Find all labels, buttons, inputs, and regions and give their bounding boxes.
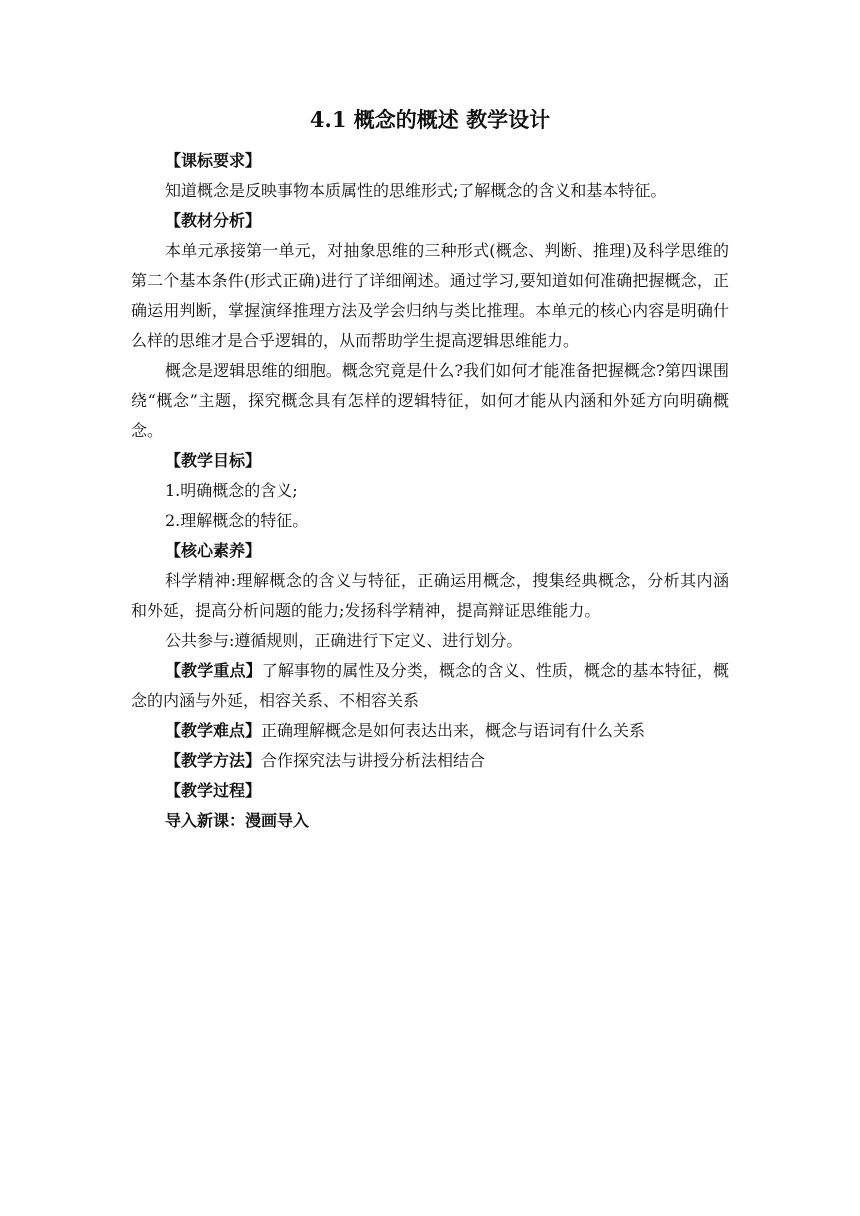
paragraph-teaching-difficulty [131,716,729,746]
document-body [131,146,729,836]
text-teaching-difficulty: 正确理解概念是如何表达出来，概念与语词有什么关系 [261,721,646,740]
heading-teaching-process: 【教学过程】 [165,781,262,800]
text-teaching-focus: 了解事物的属性及分类，概念的含义、性质，概念的基本特征，概念的内涵与外延，相容关系、不相容关系 [131,661,729,710]
heading-core-literacy: 【核心素养】 [165,541,262,560]
paragraph-core-literacy-2: 公共参与:遵循规则，正确进行下定义、进行划分。 [165,631,523,650]
heading-curriculum-requirements: 【课标要求】 [165,151,262,170]
paragraph-core-literacy-1: 科学精神:理解概念的含义与特征，正确运用概念，搜集经典概念，分析其内涵和外延，提高分析问题的能力;发扬科学精神，提高辩证思维能力。 [131,571,729,620]
document-title: 4.1 概念的概述 教学设计 [309,107,551,132]
paragraph-textbook-analysis-1: 本单元承接第一单元，对抽象思维的三种形式(概念、判断、推理)及科学思维的第二个基本条件(形式正确)进行了详细阐述。通过学习,要知道如何准确把握概念，正确运用判断，掌握演绎推理方法及学会归纳与类比推理。本单元的核心内容是明确什么样的思维才是合乎逻辑的，从而帮助学生提高逻辑思维能力。 [131,241,729,350]
objective-item-2: 2.理解概念的特征。 [165,511,309,530]
heading-textbook-analysis: 【教材分析】 [165,211,262,230]
label-teaching-difficulty: 【教学难点】 [165,721,262,740]
label-teaching-focus: 【教学重点】 [165,661,262,680]
heading-teaching-objectives: 【教学目标】 [165,451,262,470]
label-teaching-method: 【教学方法】 [165,751,262,770]
paragraph-textbook-analysis-2: 概念是逻辑思维的细胞。概念究竟是什么?我们如何才能准备把握概念?第四课围绕“概念”主题，探究概念具有怎样的逻辑特征，如何才能从内涵和外延方向明确概念。 [131,361,729,440]
objective-item-1: 1.明确概念的含义; [165,481,298,500]
paragraph-teaching-focus [131,656,729,716]
text-teaching-method: 合作探究法与讲授分析法相结合 [261,751,486,770]
paragraph-teaching-method [131,746,729,776]
paragraph-curriculum-requirements: 知道概念是反映事物本质属性的思维形式;了解概念的含义和基本特征。 [165,181,667,200]
heading-lesson-introduction: 导入新课：漫画导入 [165,811,310,830]
